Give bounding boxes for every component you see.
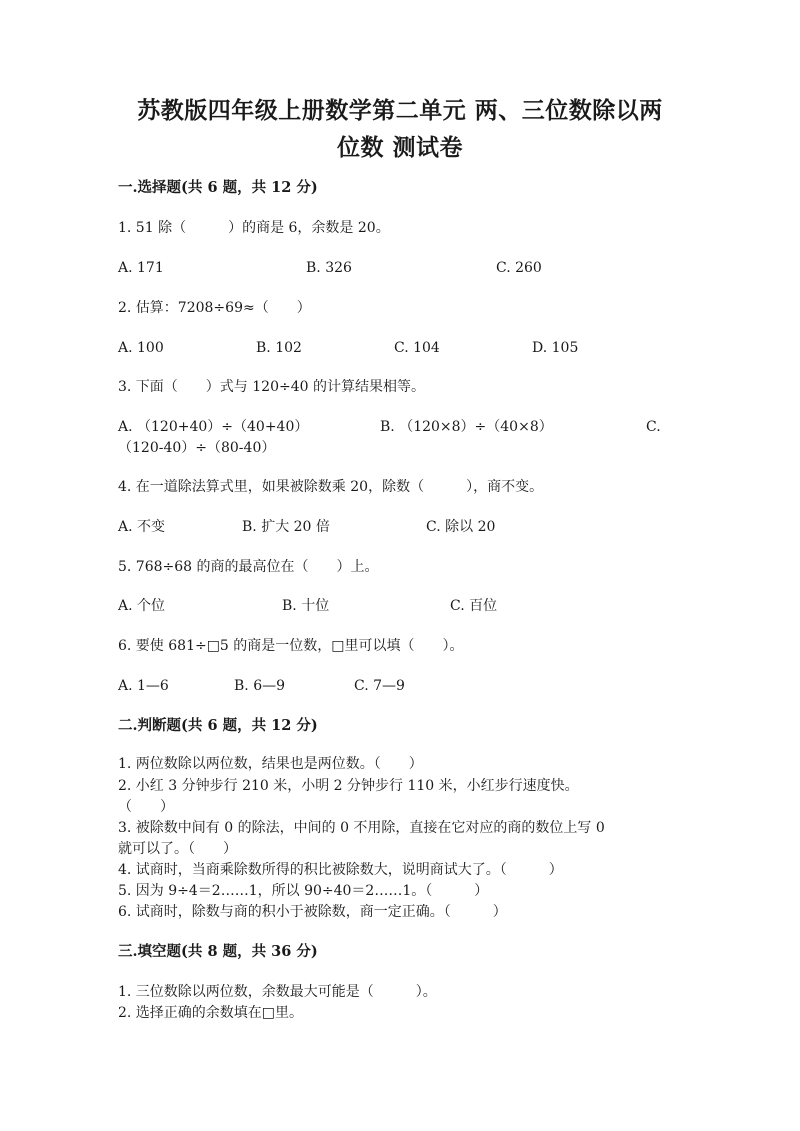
q1-option-c: C. 260 bbox=[496, 260, 542, 276]
q3-option-a: A. （120+40）÷（40+40） bbox=[118, 419, 309, 435]
title-line-1: 苏教版四年级上册数学第二单元 两、三位数除以两 bbox=[137, 97, 663, 124]
page-title bbox=[100, 92, 700, 166]
question-4-stem: 4. 在一道除法算式里，如果被除数乘 20，除数（ ），商不变。 bbox=[118, 479, 544, 495]
question-5-stem: 5. 768÷68 的商的最高位在（ ）上。 bbox=[118, 559, 379, 575]
judgment-line-5: 5. 因为 9÷4＝2……1，所以 90÷40＝2……1。（ ） bbox=[118, 883, 489, 899]
q3-option-c-label: C. bbox=[646, 419, 661, 435]
q1-option-b: B. 326 bbox=[306, 260, 352, 276]
question-6-stem: 6. 要使 681÷□5 的商是一位数，□里可以填（ ）。 bbox=[118, 638, 464, 654]
q2-option-b: B. 102 bbox=[256, 340, 302, 356]
q1-option-a: A. 171 bbox=[118, 260, 164, 276]
q2-option-c: C. 104 bbox=[394, 340, 440, 356]
section-heading-judgment: 二.判断题(共 6 题，共 12 分) bbox=[118, 717, 318, 734]
judgment-line-3-cont: 就可以了。（ ） bbox=[118, 841, 237, 857]
q2-option-a: A. 100 bbox=[118, 340, 164, 356]
q4-option-a: A. 不变 bbox=[118, 519, 166, 535]
q5-option-b: B. 十位 bbox=[282, 598, 330, 614]
fill-line-2: 2. 选择正确的余数填在□里。 bbox=[118, 1005, 304, 1021]
q6-option-c: C. 7—9 bbox=[354, 678, 405, 694]
judgment-line-1: 1. 两位数除以两位数，结果也是两位数。（ ） bbox=[118, 756, 423, 772]
q4-option-b: B. 扩大 20 倍 bbox=[242, 519, 330, 535]
question-2-stem: 2. 估算：7208÷69≈（ ） bbox=[118, 300, 311, 316]
q4-option-c: C. 除以 20 bbox=[426, 519, 496, 535]
q2-option-d: D. 105 bbox=[532, 340, 579, 356]
q3-option-c-text: （120-40）÷（80-40） bbox=[118, 440, 276, 456]
judgment-line-6: 6. 试商时，除数与商的积小于被除数，商一定正确。（ ） bbox=[118, 904, 507, 920]
judgment-line-2: 2. 小红 3 分钟步行 210 米，小明 2 分钟步行 110 米，小红步行速度快。 bbox=[118, 778, 579, 794]
judgment-line-2-cont: （ ） bbox=[118, 799, 174, 815]
q6-option-a: A. 1—6 bbox=[118, 678, 169, 694]
q3-option-b: B. （120×8）÷（40×8） bbox=[380, 419, 553, 435]
judgment-line-4: 4. 试商时，当商乘除数所得的积比被除数大，说明商试大了。（ ） bbox=[118, 862, 563, 878]
title-line-2: 位数 测试卷 bbox=[336, 134, 463, 161]
question-1-stem: 1. 51 除（ ）的商是 6，余数是 20。 bbox=[118, 220, 390, 236]
q5-option-a: A. 个位 bbox=[118, 598, 166, 614]
fill-line-1: 1. 三位数除以两位数，余数最大可能是（ ）。 bbox=[118, 984, 437, 1000]
section-heading-fill: 三.填空题(共 8 题，共 36 分) bbox=[118, 943, 318, 960]
section-heading-choice: 一.选择题(共 6 题，共 12 分) bbox=[118, 179, 318, 196]
question-3-stem: 3. 下面（ ）式与 120÷40 的计算结果相等。 bbox=[118, 379, 425, 395]
q6-option-b: B. 6—9 bbox=[234, 678, 286, 694]
judgment-line-3: 3. 被除数中间有 0 的除法，中间的 0 不用除，直接在它对应的商的数位上写 0 bbox=[118, 820, 605, 836]
q5-option-c: C. 百位 bbox=[450, 598, 498, 614]
